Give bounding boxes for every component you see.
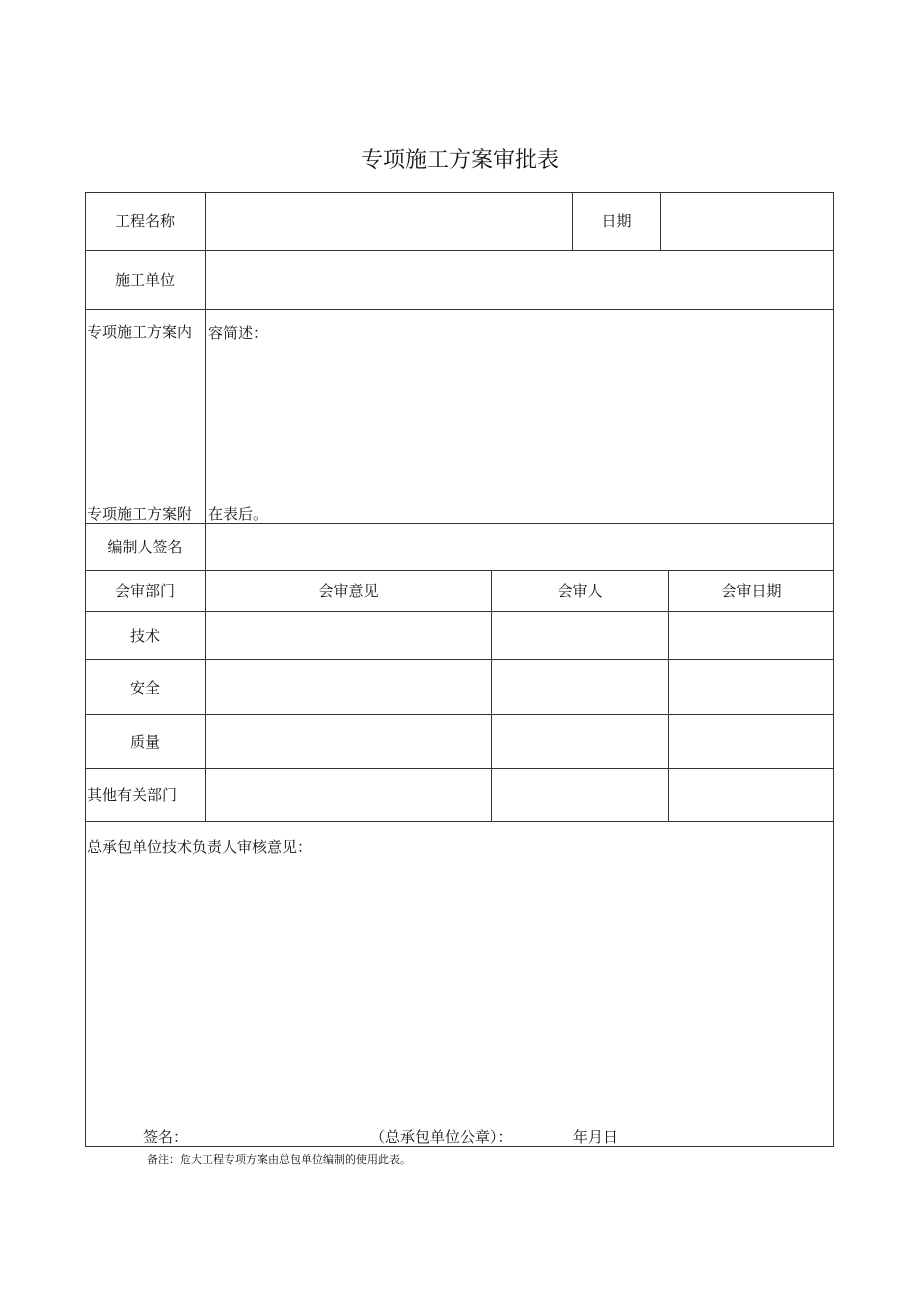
construction-unit-field[interactable]	[206, 251, 833, 309]
date-label: 日期	[601, 212, 632, 230]
general-contractor-opinion-label: 总承包单位技术负责人审核意见：	[87, 838, 313, 856]
review-header-department: 会审部门	[114, 582, 175, 600]
review-header-reviewer: 会审人	[557, 582, 603, 600]
table-note: 备注：危大工程专项方案由总包单位编制的使用此表。	[147, 1153, 411, 1166]
project-name-field[interactable]	[206, 193, 572, 250]
signature-label: 签名：	[143, 1128, 189, 1146]
row-divider-2	[85, 309, 834, 310]
page-title: 专项施工方案审批表	[360, 148, 559, 173]
review-department-quality: 质量	[129, 733, 160, 751]
plan-attachment-label-left: 专项施工方案附	[87, 505, 193, 523]
contractor-seal-label: （总承包单位公章）：	[370, 1128, 513, 1146]
approval-date-label: 年月日	[573, 1128, 619, 1146]
preparer-signature-label: 编制人签名	[107, 538, 183, 556]
review-department-other: 其他有关部门	[87, 786, 178, 804]
review-department-safety: 安全	[129, 679, 160, 697]
plan-summary-label-left: 专项施工方案内	[87, 323, 193, 341]
construction-unit-label: 施工单位	[114, 271, 175, 289]
review-column-divider-2	[668, 570, 669, 821]
row-divider-9	[85, 821, 834, 822]
review-opinion-safety-field[interactable]	[206, 660, 491, 714]
general-contractor-opinion-field[interactable]	[86, 862, 833, 1122]
review-department-technical: 技术	[129, 627, 160, 645]
plan-summary-label-right: 容简述：	[208, 324, 269, 342]
review-header-date: 会审日期	[721, 582, 782, 600]
date-field[interactable]	[661, 193, 833, 250]
review-opinion-other-field[interactable]	[206, 769, 491, 821]
project-name-label: 工程名称	[114, 212, 175, 230]
review-opinion-technical-field[interactable]	[206, 612, 491, 659]
plan-summary-field[interactable]	[206, 345, 833, 495]
review-column-divider-1	[491, 570, 492, 821]
plan-attachment-label-right: 在表后。	[208, 505, 269, 523]
preparer-signature-field[interactable]	[206, 524, 833, 570]
review-opinion-quality-field[interactable]	[206, 715, 491, 768]
row-divider-4	[85, 570, 834, 571]
review-header-opinion: 会审意见	[318, 582, 379, 600]
